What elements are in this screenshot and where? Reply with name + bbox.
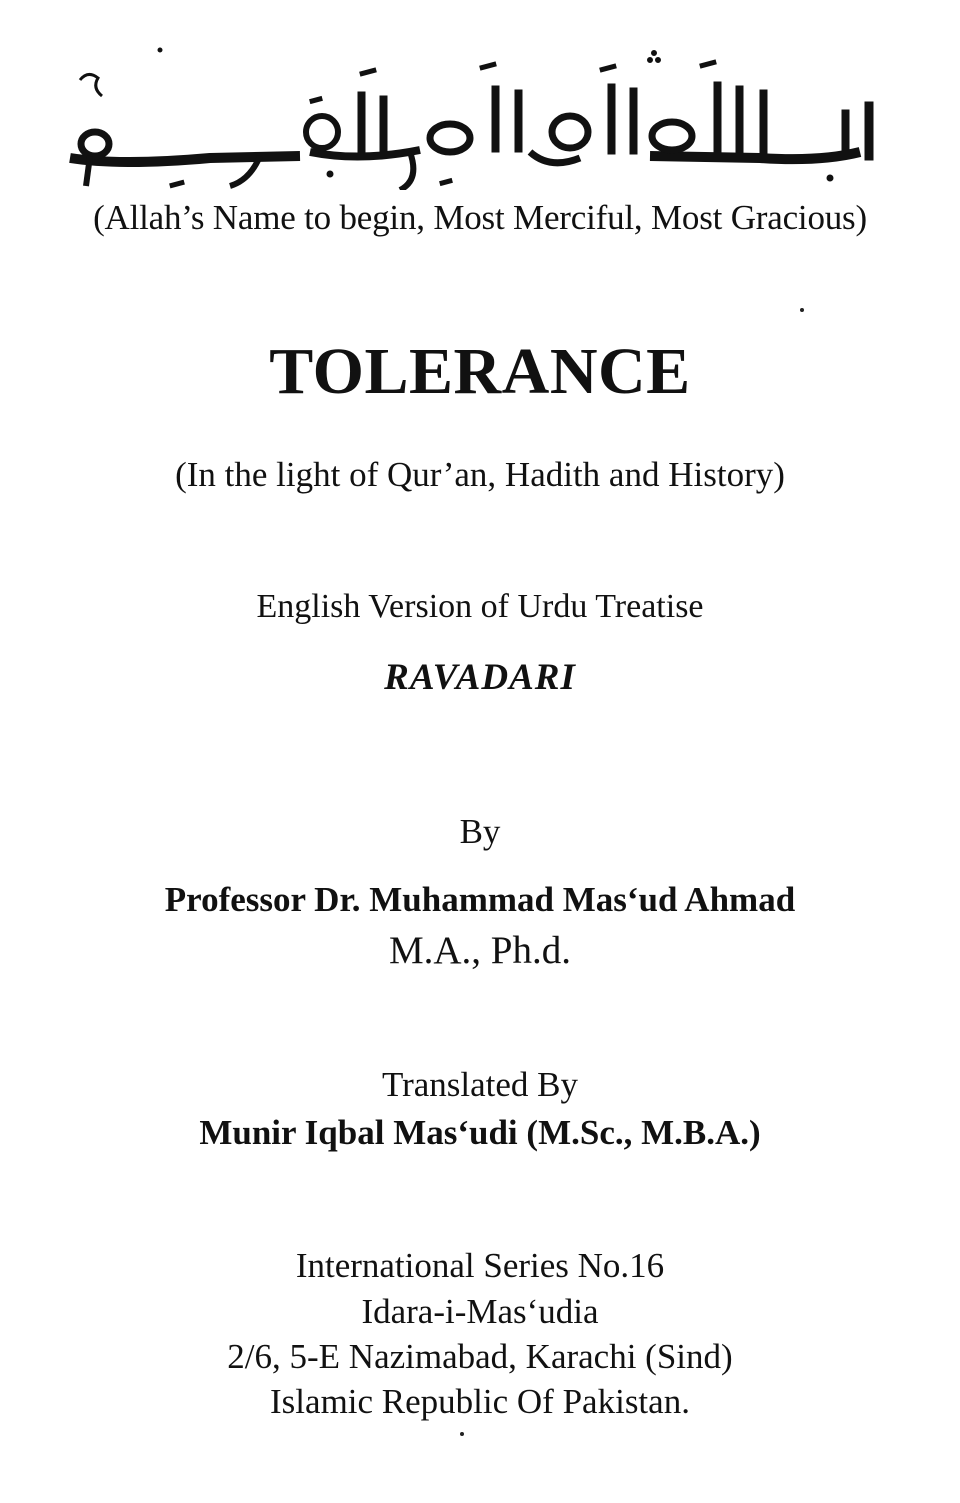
bismillah-calligraphy bbox=[60, 40, 900, 190]
book-subtitle: (In the light of Qur’an, Hadith and History) bbox=[175, 455, 785, 494]
publisher-name: Idara-i-Mas‘udia bbox=[361, 1292, 599, 1331]
author-name: Professor Dr. Muhammad Mas‘ud Ahmad bbox=[164, 880, 796, 919]
book-title: TOLERANCE bbox=[269, 335, 691, 408]
publisher-country: Islamic Republic Of Pakistan. bbox=[270, 1382, 690, 1421]
invocation-translation: (Allah’s Name to begin, Most Merciful, Most Gracious) bbox=[93, 198, 867, 237]
scan-speck bbox=[800, 308, 804, 312]
version-note: English Version of Urdu Treatise bbox=[256, 588, 704, 625]
original-title: RAVADARI bbox=[384, 657, 576, 698]
translator-name: Munir Iqbal Mas‘udi (M.Sc., M.B.A.) bbox=[199, 1113, 761, 1152]
series-number: International Series No.16 bbox=[295, 1246, 665, 1285]
scan-speck bbox=[460, 1432, 464, 1436]
by-label: By bbox=[459, 812, 501, 851]
author-degrees: M.A., Ph.d. bbox=[388, 929, 572, 972]
translated-by-label: Translated By bbox=[381, 1065, 579, 1104]
publisher-address: 2/6, 5-E Nazimabad, Karachi (Sind) bbox=[227, 1337, 733, 1376]
